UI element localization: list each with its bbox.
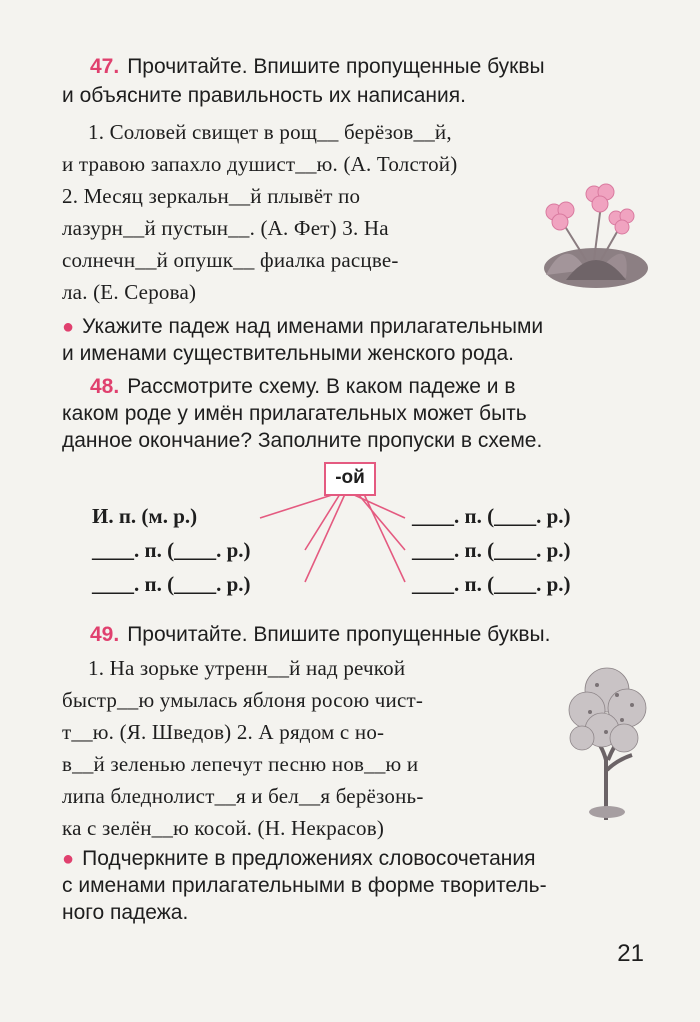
page-number: 21	[617, 940, 644, 967]
ex48-instruction-line2: данное окончание? Заполните пропуски в схеме.	[62, 429, 543, 452]
ex47-number: 47.	[90, 55, 120, 78]
bullet-icon: ●	[62, 316, 75, 338]
ex47-line-3: лазурн__й пустын__. (А. Фет) 3. На	[62, 216, 389, 240]
ex47-line-0: 1. Соловей свищет в рощ__ берёзов__й,	[88, 120, 452, 144]
ex48-number: 48.	[90, 375, 120, 398]
ex47-line-1: и травою запахло душист__ю. (А. Толстой)	[62, 152, 458, 176]
bullet-icon: ●	[62, 848, 75, 870]
ex47-line-2: 2. Месяц зеркальн__й плывёт по	[62, 184, 361, 208]
ex49-line-1: быстр__ю умылась яблоня росою чист-	[62, 688, 424, 712]
ex47-task-line2: и именами существительными женского рода.	[62, 342, 514, 365]
ex49-heading	[90, 620, 550, 649]
scheme-left-row-0: И. п. (м. р.)	[92, 504, 198, 528]
ex47-instruction-line1: Прочитайте. Впишите пропущенные буквы	[127, 55, 545, 78]
ending-box: -ой	[324, 462, 376, 496]
ex49-task-line1: с именами прилагательными в форме творитель-	[62, 874, 547, 897]
scheme-left-row-2: ____. п. (____. р.)	[92, 572, 251, 596]
ex49-line-4: липа бледнолист__я и бел__я берёзонь-	[62, 784, 424, 808]
ex49-number: 49.	[90, 623, 120, 646]
ex49-line-5: ка с зелён__ю косой. (Н. Некрасов)	[62, 816, 385, 840]
scheme-right-row-1: ____. п. (____. р.)	[412, 538, 571, 562]
apple-tree-illustration	[562, 650, 657, 820]
ex49-line-0: 1. На зорьке утренн__й над речкой	[88, 656, 406, 680]
ex49-task-line2: ного падежа.	[62, 901, 189, 924]
ex49-task-line0	[62, 845, 535, 873]
ex47-line-5: ла. (Е. Серова)	[62, 280, 197, 304]
ex47-line-4: солнечн__й опушк__ фиалка расцве-	[62, 248, 399, 272]
ex47-task-text1: Укажите падеж над именами прилагательными	[82, 315, 544, 338]
ex49-instruction: Прочитайте. Впишите пропущенные буквы.	[127, 623, 551, 646]
ex49-line-3: в__й зеленью лепечут песню нов__ю и	[62, 752, 419, 776]
ex49-line-2: т__ю. (Я. Шведов) 2. А рядом с но-	[62, 720, 385, 744]
scheme-right-row-2: ____. п. (____. р.)	[412, 572, 571, 596]
ex47-instruction-line2: и объясните правильность их написания.	[62, 84, 466, 107]
scheme-left-row-1: ____. п. (____. р.)	[92, 538, 251, 562]
scheme-right-row-0: ____. п. (____. р.)	[412, 504, 571, 528]
ex48-instruction-line1: каком роде у имён прилагательных может быть	[62, 402, 527, 425]
ex48-instruction-line0: Рассмотрите схему. В каком падеже и в	[127, 375, 516, 398]
ex49-task-text0: Подчеркните в предложениях словосочетания	[82, 847, 536, 870]
